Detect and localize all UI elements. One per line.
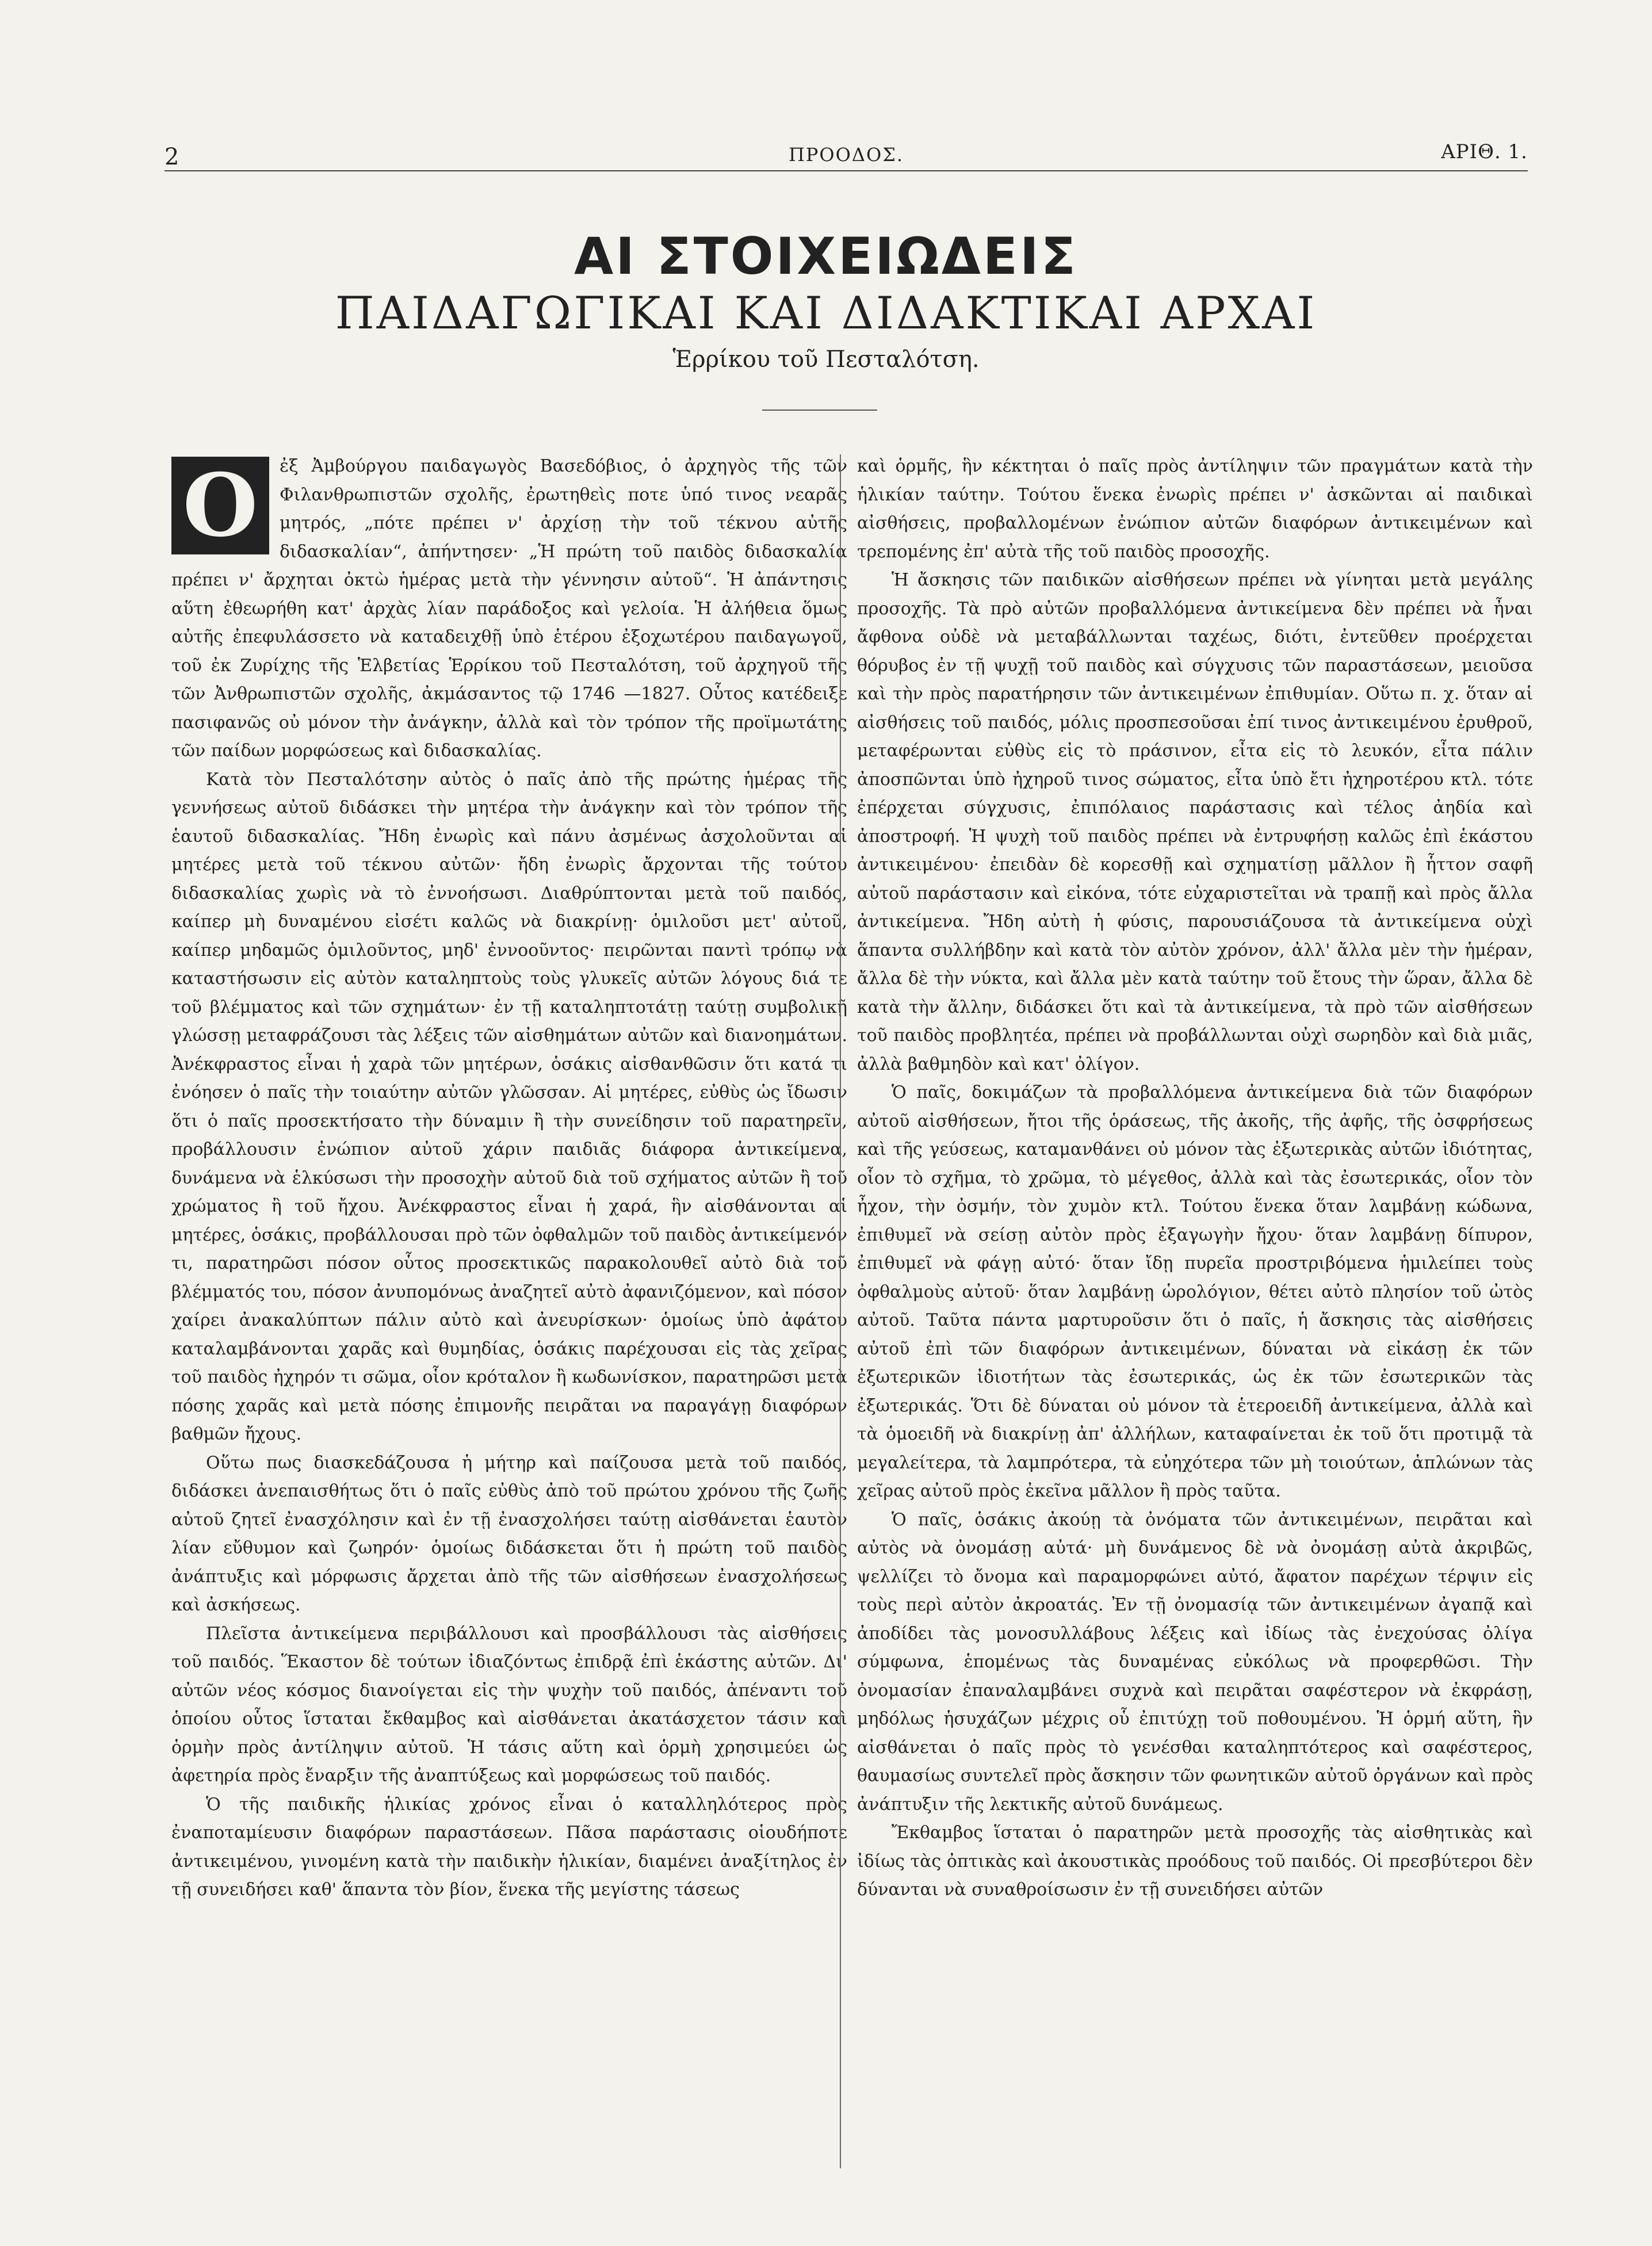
paragraph: [171, 452, 847, 766]
dropcap-initial: Ο: [171, 457, 269, 554]
paragraph: Κατὰ τὸν Πεσταλότσην αὐτὸς ὁ παῖς ἀπὸ τῆς πρώτης ἡμέρας τῆς γεννήσεως αὐτοῦ διδάσκει τὴν μητέρα τὴν ἀνάγκην καὶ τὸν τρόπον τῆς ἑαυτοῦ διδασκαλίας. Ἤδη ἐνωρὶς καὶ πάνυ ἀσμένως ἀσχολοῦνται αἱ μητέρες μετὰ τοῦ τέκνου αὐτῶν· ἤδη ἐνωρὶς ἄρχονται τῆς τούτου διδασκαλίας χωρὶς νὰ τὸ ἐννοήσωσι. Διαθρύπτονται μετὰ τοῦ παιδός, καίπερ μὴ δυναμένου εἰσέτι καλῶς νὰ διακρίνῃ· ὁμιλοῦσι μετ' αὐτοῦ, καίπερ μηδαμῶς ὁμιλοῦντος, μηδ' ἐννοοῦντος· πειρῶνται παντὶ τρόπῳ νὰ καταστήσωσιν εἰς αὐτὸν καταληπτοὺς τοὺς γλυκεῖς αὐτῶν λόγους διά τε τοῦ βλέμματος καὶ τῶν σχημάτων· ἐν τῇ καταληπτοτάτῃ ταύτῃ συμβολικῇ γλώσσῃ μεταφράζουσι τὰς λέξεις τῶν αἰσθημάτων αὐτῶν καὶ διανοημάτων. Ἀνέκφραστος εἶναι ἡ χαρὰ τῶν μητέρων, ὁσάκις αἰσθανθῶσιν ὅτι κατά τι ἐνόησεν ὁ παῖς τὴν τοιαύτην αὐτῶν γλῶσσαν. Αἱ μητέρες, εὐθὺς ὡς ἴδωσιν ὅτι ὁ παῖς προσεκτήσατο τὴν δύναμιν ἢ τὴν συνείδησιν τοῦ παρατηρεῖν, προβάλλουσιν ἐνώπιον αὐτοῦ χάριν παιδιᾶς διάφορα ἀντικείμενα, δυνάμενα νὰ ἑλκύσωσι τὴν προσοχὴν αὐτοῦ διὰ τοῦ σχήματος αὐτῶν ἢ τοῦ χρώματος ἢ τοῦ ἤχου. Ἀνέκφραστος εἶναι ἡ χαρά, ἣν αἰσθάνονται αἱ μητέρες, ὁσάκις, προβάλλουσαι πρὸ τῶν ὀφθαλμῶν τοῦ παιδὸς ἀντικείμενόν τι, παρατηρῶσι πόσον οὗτος προσεκτικῶς παρακολουθεῖ αὐτὸ διὰ τοῦ βλέμματός του, πόσον ἀνυπομόνως ἀναζητεῖ αὐτὸ ἀφανιζόμενον, καὶ πόσον χαίρει ἀνακαλύπτων πάλιν αὐτὸ καὶ ἀνευρίσκων· ὁμοίως ὑπὸ ἀφάτου καταλαμβάνονται χαρᾶς καὶ θυμηδίας, ὁσάκις παρέχουσαι εἰς τὰς χεῖρας τοῦ παιδὸς ἠχηρόν τι σῶμα, οἷον κρόταλον ἢ κωδωνίσκον, παρατηρῶσι μετὰ πόσης χαρᾶς καὶ μετὰ πόσης ἐπιμονῆς πειρᾶται να παραγάγῃ διαφόρων βαθμῶν ἤχους.: [171, 769, 847, 1444]
right-column: [857, 452, 1533, 1904]
article-author: Ἑρρίκου τοῦ Πεσταλότση.: [672, 346, 980, 373]
paragraph: Οὕτω πως διασκεδάζουσα ἡ μήτηρ καὶ παίζουσα μετὰ τοῦ παιδός, διδάσκει ἀνεπαισθήτως ὅτι ὁ παῖς εὐθὺς ἀπὸ τοῦ πρώτου χρόνου τῆς ζωῆς αὐτοῦ ζητεῖ ἐνασχόλησιν καὶ ἐν τῇ ἐνασχολήσει ταύτῃ αἰσθάνεται ἑαυτὸν λίαν εὔθυμον καὶ ζωηρόν· ὁμοίως διδάσκεται ὅτι ἡ πρώτη τοῦ παιδὸς ἀνάπτυξις καὶ μόρφωσις ἄρχεται ἀπὸ τῆς τῶν αἰσθήσεων ἐνασχολήσεως καὶ ἀσκήσεως.: [171, 1452, 847, 1615]
article-title-line1: ΑΙ ΣΤΟΙΧΕΙΩΔΕΙΣ: [574, 227, 1078, 286]
article-title-line2: ΠΑΙΔΑΓΩΓΙΚΑΙ ΚΑΙ ΔΙΔΑΚΤΙΚΑΙ ΑΡΧΑΙ: [335, 288, 1317, 339]
issue-number: ΑΡΙΘ. 1.: [1441, 140, 1528, 163]
paragraph: Ἔκθαμβος ἵσταται ὁ παρατηρῶν μετὰ προσοχῆς τὰς αἰσθητικὰς καὶ ἰδίως τὰς ὀπτικὰς καὶ ἀκουστικὰς προόδους τοῦ παιδός. Οἱ πρεσβύτεροι δὲν δύνανται νὰ συναθροίσωσιν ἐν τῇ συνειδήσει αὐτῶν: [857, 1823, 1533, 1900]
page-header: [165, 140, 1528, 175]
paragraph: καὶ ὁρμῆς, ἣν κέκτηται ὁ παῖς πρὸς ἀντίληψιν τῶν πραγμάτων κατὰ τὴν ἡλικίαν ταύτην. Τούτου ἕνεκα ἐνωρὶς πρέπει ν' ἀσκῶνται αἱ παιδικαὶ αἰσθήσεις, προβαλλομένων ἐνώπιον αὐτῶν διαφόρων ἀντικειμένων καὶ τρεπομένης ἐπ' αὐτὰ τῆς τοῦ παιδὸς προσοχῆς.: [857, 456, 1533, 562]
paragraph: Ὁ παῖς, ὁσάκις ἀκούῃ τὰ ὀνόματα τῶν ἀντικειμένων, πειρᾶται καὶ αὐτὸς νὰ ὀνομάσῃ αὐτά· μὴ δυνάμενος δὲ νὰ ὀνομάσῃ αὐτὰ ἀκριβῶς, ψελλίζει τὸ ὄνομα καὶ παραμορφώνει αὐτό, ἄφατον παρέχων τέρψιν εἰς τοὺς περὶ αὐτὸν ἀκροατάς. Ἐν τῇ ὀνομασίᾳ τῶν ἀντικειμένων ἀγαπᾷ καὶ ἀποδίδει τὰς μονοσυλλάβους λέξεις καὶ ἰδίως τὰς ἐνεχούσας ὀλίγα σύμφωνα, ἑπομένως τὰς δυναμένας εὐκόλως νὰ προφερθῶσι. Τὴν ὀνομασίαν ἐπαναλαμβάνει συχνὰ καὶ πειρᾶται σαφέστερον νὰ ἐκφράσῃ, μηδόλως ἡσυχάζων μέχρις οὗ ἐπιτύχῃ τοῦ ποθουμένου. Ἡ ὁρμή αὕτη, ἣν αἰσθάνεται ὁ παῖς πρὸς τὸ γενέσθαι καταληπτότερος καὶ σαφέστερος, θαυμασίως συντελεῖ πρὸς ἄσκησιν τῶν φωνητικῶν αὐτοῦ ὀργάνων καὶ πρὸς ἀνάπτυξιν τῆς λεκτικῆς αὐτοῦ δυνάμεως.: [857, 1509, 1533, 1815]
paragraph: Ὁ παῖς, δοκιμάζων τὰ προβαλλόμενα ἀντικείμενα διὰ τῶν διαφόρων αὐτοῦ αἰσθήσεων, ἤτοι τῆς ὁράσεως, τῆς ἀκοῆς, τῆς ἀφῆς, τῆς ὀσφρήσεως καὶ τῆς γεύσεως, καταμανθάνει οὐ μόνον τὰς ἐξωτερικὰς αὐτῶν ἰδιότητας, οἷον τὸ σχῆμα, τὸ χρῶμα, τὸ μέγεθος, ἀλλὰ καὶ τὰς ἐσωτερικάς, οἷον τὸν ἦχον, τὴν ὀσμήν, τὸν χυμὸν κτλ. Τούτου ἕνεκα ὅταν λαμβάνῃ κώδωνα, ἐπιθυμεῖ νὰ σείσῃ αὐτὸν πρὸς ἐξαγωγὴν ἤχου· ὅταν λαμβάνῃ δίπυρον, ἐπιθυμεῖ νὰ φάγῃ αὐτό· ὅταν ἴδῃ πυρεῖα προστριβόμενα ἡμιλείπει τοὺς ὀφθαλμοὺς αὐτοῦ· ὅταν λαμβάνῃ ὡρολόγιον, θέτει αὐτὸ πλησίον τοῦ ὠτὸς αὐτοῦ. Ταῦτα πάντα μαρτυροῦσιν ὅτι ὁ παῖς, ἡ ἄσκησις τὰς αἰσθήσεις αὐτοῦ ἐπὶ τῶν διαφόρων ἀντικειμένων, δύναται νὰ εἰκάσῃ ἐκ τῶν ἐξωτερικῶν ἰδιοτήτων τὰς ἐσωτερικάς, ὡς ἐκ τῶν ἐσωτερικῶν τὰς ἐξωτερικάς. Ὅτι δὲ δύναται οὐ μόνον τὰ ἑτεροειδῆ ἀντικείμενα, ἀλλὰ καὶ τὰ ὁμοειδῆ νὰ διακρίνῃ ἀπ' ἀλλήλων, καταφαίνεται ἐκ τοῦ ὅτι προτιμᾷ τὰ μεγαλείτερα, τὰ λαμπρότερα, τὰ εὐηχότερα τῶν μὴ τοιούτων, ἁπλώνων τὰς χεῖρας αὐτοῦ πρὸς ἐκεῖνα μᾶλλον ἢ πρὸς ταῦτα.: [857, 1082, 1533, 1501]
paragraph: Ὁ τῆς παιδικῆς ἡλικίας χρόνος εἶναι ὁ καταλληλότερος πρὸς ἐναποταμίευσιν διαφόρων παραστάσεων. Πᾶσα παράστασις οἱουδήποτε ἀντικειμένου, γινομένη κατὰ τὴν παιδικὴν ἡλικίαν, διαμένει ἀναξίτηλος ἐν τῇ συνειδήσει καθ' ἅπαντα τὸν βίον, ἕνεκα τῆς μεγίστης τάσεως: [171, 1794, 847, 1900]
page-number: 2: [165, 144, 179, 170]
running-title: ΠΡΟΟΔΟΣ.: [788, 144, 904, 166]
title-separator: [762, 410, 877, 411]
left-column: [171, 452, 847, 1904]
paragraph-text: ἐξ Ἀμβούργου παιδαγωγὸς Βασεδόβιος, ὁ ἀρχηγὸς τῆς τῶν Φιλανθρωπιστῶν σχολῆς, ἐρωτηθεὶς ποτε ὑπό τινος νεαρᾶς μητρός, „πότε πρέπει ν' ἀρχίσῃ τὴν τοῦ τέκνου αὐτῆς διδασκαλίαν“, ἀπήντησεν· „Ἡ πρώτη τοῦ παιδὸς διδασκαλία πρέπει ν' ἄρχηται ὀκτὼ ἡμέρας μετὰ τὴν γέννησιν αὐτοῦ“. Ἡ ἀπάντησις αὕτη ἐθεωρήθη κατ' ἀρχὰς λίαν παράδοξος καὶ γελοία. Ἡ ἀλήθεια ὅμως αὐτῆς ἐπεφυλάσσετο νὰ καταδειχθῇ ὑπὸ ἑτέρου ἐξοχωτέρου παιδαγωγοῦ, τοῦ ἐκ Ζυρίχης τῆς Ἑλβετίας Ἑρρίκου τοῦ Πεσταλότση, τοῦ ἀρχηγοῦ τῆς τῶν Ἀνθρωπιστῶν σχολῆς, ἀκμάσαντος τῷ 1746 —1827. Οὗτος κατέδειξε πασιφανῶς οὐ μόνον τὴν ἀνάγκην, ἀλλὰ καὶ τὸν τρόπον τῆς προϊμωτάτης τῶν παίδων μορφώσεως καὶ διδασκαλίας.: [171, 456, 847, 761]
column-divider: [840, 454, 841, 2168]
header-rule: [165, 170, 1528, 171]
paragraph: Ἡ ἄσκησις τῶν παιδικῶν αἰσθήσεων πρέπει νὰ γίνηται μετὰ μεγάλης προσοχῆς. Τὰ πρὸ αὐτῶν προβαλλόμενα ἀντικείμενα δὲν πρέπει νὰ ἦναι ἄφθονα οὐδὲ νὰ μεταβάλλωνται ταχέως, διότι, ἐντεῦθεν προέρχεται θόρυβος ἐν τῇ ψυχῇ τοῦ παιδὸς καὶ σύγχυσις τῶν παραστάσεων, μειοῦσα καὶ τὴν πρὸς παρατήρησιν τῶν ἀντικειμένων ἐπιθυμίαν. Οὕτω π. χ. ὅταν αἱ αἰσθήσεις τοῦ παιδός, μόλις προσπεσοῦσαι ἐπί τινος ἀντικειμένου ἐρυθροῦ, μεταφέρωνται εὐθὺς εἰς τὸ πράσινον, εἶτα εἰς τὸ λευκόν, εἶτα πάλιν ἀποσπῶνται ὑπὸ ἠχηροῦ τινος σώματος, εἶτα ὑπὸ ἔτι ἠχηροτέρου κτλ. τότε ἐπέρχεται σύγχυσις, ἐπιπόλαιος παράστασις καὶ τέλος ἀηδία καὶ ἀποστροφή. Ἡ ψυχὴ τοῦ παιδὸς πρέπει νὰ ἐντρυφήσῃ καλῶς ἐπὶ ἑκάστου ἀντικειμένου· ἐπειδὰν δὲ κορεσθῇ καὶ σχηματίσῃ μᾶλλον ἢ ἧττον σαφῆ αὐτοῦ παράστασιν καὶ εἰκόνα, τότε εὐχαριστεῖται νὰ τραπῇ καὶ πρὸς ἄλλα ἀντικείμενα. Ἤδη αὐτὴ ἡ φύσις, παρουσιάζουσα τὰ ἀντικείμενα οὐχὶ ἅπαντα συλλήβδην καὶ κατὰ τὸν αὐτὸν χρόνον, ἀλλ' ἄλλα μὲν τὴν ἡμέραν, ἄλλα δὲ τὴν νύκτα, καὶ ἄλλα μὲν κατὰ ταύτην τοῦ ἔτους τὴν ὥραν, ἄλλα δὲ κατὰ τὴν ἄλλην, διδάσκει ὅτι καὶ τὰ ἀντικείμενα, τὰ πρὸ τῶν αἰσθήσεων τοῦ παιδὸς προβλητέα, πρέπει νὰ προβάλλωνται οὐχὶ σωρηδὸν καὶ διὰ μιᾶς, ἀλλὰ βαθμηδὸν καὶ κατ' ὀλίγον.: [857, 570, 1533, 1074]
paragraph: Πλεῖστα ἀντικείμενα περιβάλλουσι καὶ προσβάλλουσι τὰς αἰσθήσεις τοῦ παιδός. Ἕκαστον δὲ τούτων ἰδιαζόντως ἐπιδρᾷ ἐπὶ ἑκάστης αὐτῶν. Δι' αὐτῶν νέος κόσμος διανοίγεται εἰς τὴν ψυχὴν τοῦ παιδός, ἀπέναντι τοῦ ὁποίου οὗτος ἵσταται ἔκθαμβος καὶ αἰσθάνεται ἀκατάσχετον τάσιν καὶ ὁρμὴν πρὸς ἀντίληψιν αὐτοῦ. Ἡ τάσις αὕτη καὶ ὁρμὴ χρησιμεύει ὡς ἀφετηρία πρὸς ἔναρξιν τῆς ἀναπτύξεως καὶ μορφώσεως τοῦ παιδός.: [171, 1623, 847, 1786]
